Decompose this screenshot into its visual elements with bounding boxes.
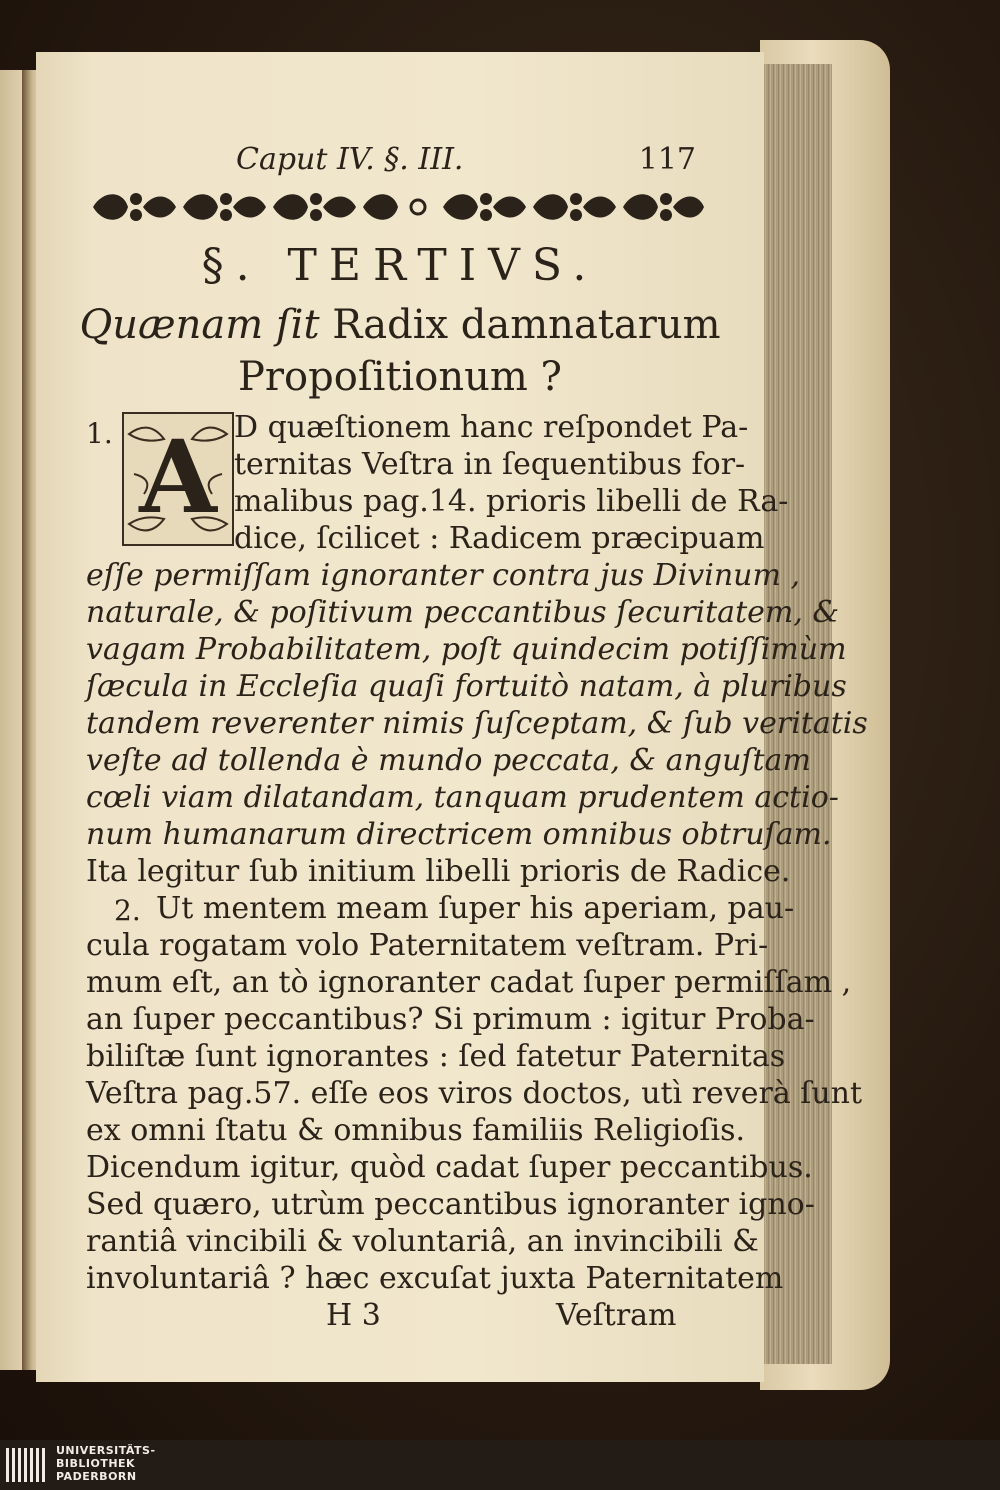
- text-line: ternitas Veſtra in ſequentibus for-: [234, 447, 746, 482]
- running-title: Caput IV. §. III.: [236, 142, 464, 177]
- text-line: biliſtæ ſunt ignorantes : ſed fatetur Paternitas: [86, 1039, 786, 1074]
- library-name: [56, 1444, 156, 1483]
- section-title: §. TERTIVS.: [201, 240, 599, 291]
- text-line: ex omni ſtatu & omnibus familiis Religioſis.: [86, 1113, 746, 1148]
- text-line: involuntariâ ? hæc excuſat juxta Paternitatem: [86, 1261, 784, 1296]
- text-line: malibus pag.14. prioris libelli de Ra-: [234, 484, 789, 519]
- paragraph-number: 2.: [114, 894, 141, 927]
- text-line: cœli viam dilatandam, tanquam prudentem actio-: [86, 780, 839, 815]
- text-line: Veſtra pag.57. eſſe eos viros doctos, utì reverà ſunt: [86, 1076, 863, 1111]
- text-line: cula rogatam volo Paternitatem veſtram. Pri-: [86, 928, 769, 963]
- text-line: vagam Probabilitatem, poſt quindecim potiſſimùm: [86, 632, 847, 667]
- section-subtitle-line2: Propoſitionum ?: [238, 354, 562, 400]
- text-line: naturale, & poſitivum peccantibus ſecuritatem, &: [86, 595, 840, 630]
- library-footer: [0, 1440, 1000, 1490]
- book-page: [36, 52, 868, 1382]
- text-line: rantiâ vincibili & voluntariâ, an invincibili &: [86, 1224, 759, 1259]
- library-line3: PADERBORN: [56, 1470, 137, 1483]
- text-line: dice, ſcilicet : Radicem præcipuam: [234, 521, 765, 556]
- library-logo-icon: [6, 1448, 50, 1482]
- text-line: ſæcula in Eccleſia quaſi fortuitò natam, à pluribus: [86, 669, 847, 704]
- text-line: D quæſtionem hanc reſpondet Pa-: [234, 410, 749, 445]
- library-line1: UNIVERSITÄTS-: [56, 1444, 156, 1457]
- signature-mark: H 3: [326, 1298, 381, 1333]
- subtitle-italic: Quænam ſit: [79, 302, 320, 348]
- initial-letter: A: [139, 418, 217, 536]
- text-line: Dicendum igitur, quòd cadat ſuper peccantibus.: [86, 1150, 813, 1185]
- ornament-band-icon: [88, 185, 706, 229]
- subtitle-rest: Radix damnatarum: [319, 302, 721, 348]
- library-line2: BIBLIOTHEK: [56, 1457, 136, 1470]
- text-line: eſſe permiſſam ignoranter contra jus Divinum ,: [86, 558, 800, 593]
- text-line: Sed quæro, utrùm peccantibus ignoranter igno-: [86, 1187, 815, 1222]
- page-number: 117: [638, 142, 696, 177]
- text-line: veſte ad tollenda è mundo peccata, & anguſtam: [86, 743, 811, 778]
- catchword: Veſtram: [556, 1298, 677, 1333]
- text-line: Ita legitur ſub initium libelli prioris de Radice.: [86, 854, 791, 889]
- text-line: tandem reverenter nimis ſuſceptam, & ſub veritatis: [86, 706, 868, 741]
- text-line: mum eſt, an tò ignoranter cadat ſuper permiſſam ,: [86, 965, 852, 1000]
- paragraph-number: 1.: [86, 417, 113, 450]
- section-subtitle: [36, 302, 764, 348]
- text-line: Ut mentem meam ſuper his aperiam, pau-: [156, 891, 795, 926]
- text-line: num humanarum directricem omnibus obtruſam.: [86, 817, 832, 852]
- decorated-initial: [122, 412, 234, 546]
- page-header: [236, 142, 696, 182]
- text-line: an ſuper peccantibus? Si primum : igitur Proba-: [86, 1002, 815, 1037]
